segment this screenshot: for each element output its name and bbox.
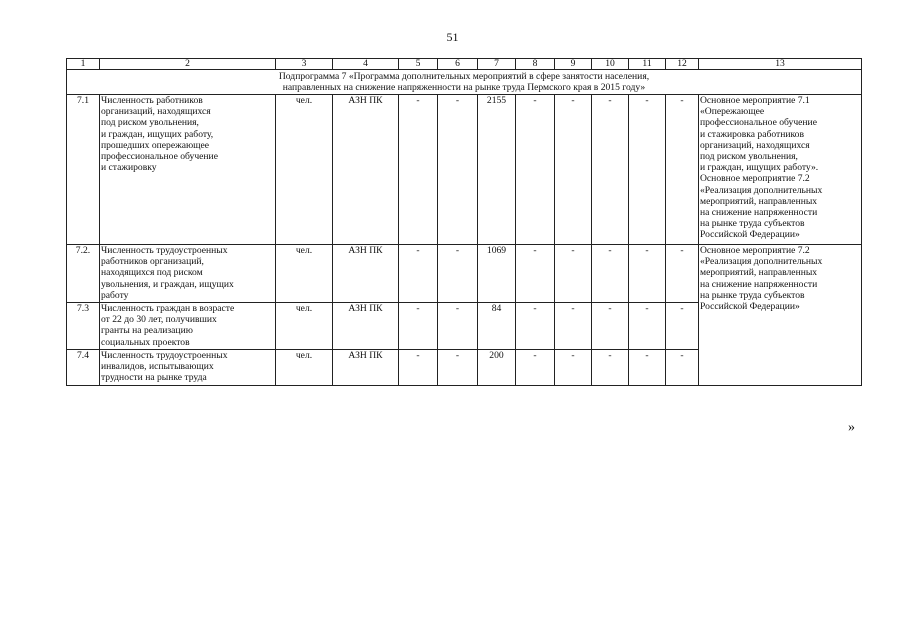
column-header: 3 [276,59,333,70]
activity-note-line: под риском увольнения, [700,151,798,163]
agency-cell: АЗН ПК [333,95,399,245]
activity-note-line: Основное мероприятие 7.2 [700,173,810,185]
value-cell: - [666,245,699,303]
activity-note-line: «Реализация дополнительных [700,256,823,268]
value-cell: - [555,95,592,245]
indicator-name-line: Численность трудоустроенных [101,245,228,256]
indicator-name-line: и стажировку [101,162,157,174]
indicator-name-line: Численность работников [101,95,203,106]
indicator-name-line: трудности на рынке труда [101,372,207,384]
indicator-name-line: Численность граждан в возрасте [101,303,235,314]
value-cell: - [555,245,592,303]
value-cell: - [438,350,478,386]
column-header: 5 [399,59,438,70]
activity-note-line: на снижение напряженности [700,278,818,290]
row-number: 7.2. [67,245,100,303]
indicator-name [100,350,276,386]
column-header: 10 [592,59,629,70]
indicator-name-line: профессиональное обучение [101,151,218,163]
value-cell: 200 [478,350,516,386]
value-cell: - [516,245,555,303]
activity-note [699,95,862,245]
value-cell: - [666,350,699,386]
column-header: 1 [67,59,100,70]
value-cell: - [666,303,699,350]
indicator-name-line: работу [101,289,129,301]
closing-quote: » [848,420,855,435]
activity-note-line: Основное мероприятие 7.1 [700,95,810,106]
agency-cell: АЗН ПК [333,350,399,386]
activity-note-line: «Опережающее [700,106,765,118]
value-cell: - [592,95,629,245]
value-cell: - [592,245,629,303]
value-cell: - [438,95,478,245]
indicator-name-line: увольнения, и граждан, ищущих [101,278,234,290]
column-header: 12 [666,59,699,70]
value-cell: - [629,350,666,386]
value-cell: - [592,350,629,386]
value-cell: - [592,303,629,350]
activity-note-line: Российской Федерации» [700,229,800,241]
indicator-name-line: Численность трудоустроенных [101,350,228,361]
indicator-name-line: от 22 до 30 лет, получивших [101,314,217,326]
value-cell: - [438,245,478,303]
value-cell: - [666,95,699,245]
unit-cell: чел. [276,95,333,245]
indicator-name [100,303,276,350]
activity-note [699,245,862,386]
indicator-name-line: инвалидов, испытывающих [101,361,214,373]
agency-cell: АЗН ПК [333,245,399,303]
value-cell: - [516,303,555,350]
value-cell: - [399,95,438,245]
value-cell: 84 [478,303,516,350]
indicator-name [100,95,276,245]
column-number-row [67,59,862,70]
column-header: 4 [333,59,399,70]
value-cell: 2155 [478,95,516,245]
column-header: 2 [100,59,276,70]
indicator-name-line: находящихся под риском [101,267,203,279]
activity-note-line: на рынке труда субъектов [700,289,805,301]
value-cell: 1069 [478,245,516,303]
column-header: 6 [438,59,478,70]
value-cell: - [399,245,438,303]
value-cell: - [516,95,555,245]
activity-note-line: Российской Федерации» [700,301,800,313]
value-cell: - [399,350,438,386]
value-cell: - [516,350,555,386]
activity-note-line: на снижение напряженности [700,207,818,219]
row-number: 7.3 [67,303,100,350]
activity-note-line: Основное мероприятие 7.2 [700,245,810,256]
value-cell: - [555,350,592,386]
table-row [67,245,862,303]
indicators-table [66,58,862,386]
value-cell: - [555,303,592,350]
subprogram-title [67,70,862,95]
page-number: 51 [446,30,459,44]
unit-cell: чел. [276,303,333,350]
activity-note-line: и стажировка работников [700,128,804,140]
indicator-name-line: прошедших опережающее [101,139,210,151]
indicator-name-line: гранты на реализацию [101,325,193,337]
value-cell: - [399,303,438,350]
indicator-name-line: организаций, находящихся [101,106,211,118]
activity-note-line: и граждан, ищущих работу». [700,162,819,174]
subprogram-title-row [67,70,862,95]
value-cell: - [629,245,666,303]
row-number: 7.1 [67,95,100,245]
indicator-name-line: социальных проектов [101,336,190,348]
row-number: 7.4 [67,350,100,386]
value-cell: - [438,303,478,350]
activity-note-line: мероприятий, направленных [700,267,818,279]
indicator-name-line: работников организаций, [101,256,204,268]
subprogram-title-line: направленных на снижение напряженности на рынке труда Пермского края в 2015 году» [282,82,646,93]
activity-note-line: мероприятий, направленных [700,195,818,207]
column-header: 9 [555,59,592,70]
activity-note-line: организаций, находящихся [700,139,810,151]
indicator-name [100,245,276,303]
unit-cell: чел. [276,245,333,303]
activity-note-line: «Реализация дополнительных [700,184,823,196]
table-row [67,95,862,245]
column-header: 8 [516,59,555,70]
column-header: 7 [478,59,516,70]
column-header: 13 [699,59,862,70]
unit-cell: чел. [276,350,333,386]
activity-note-line: на рынке труда субъектов [700,218,805,230]
indicator-name-line: под риском увольнения, [101,117,199,129]
column-header: 11 [629,59,666,70]
activity-note-line: профессиональное обучение [700,117,817,129]
indicator-name-line: и граждан, ищущих работу, [101,128,214,140]
value-cell: - [629,303,666,350]
subprogram-title-line: Подпрограмма 7 «Программа дополнительных мероприятий в сфере занятости населения, [278,71,650,82]
value-cell: - [629,95,666,245]
agency-cell: АЗН ПК [333,303,399,350]
